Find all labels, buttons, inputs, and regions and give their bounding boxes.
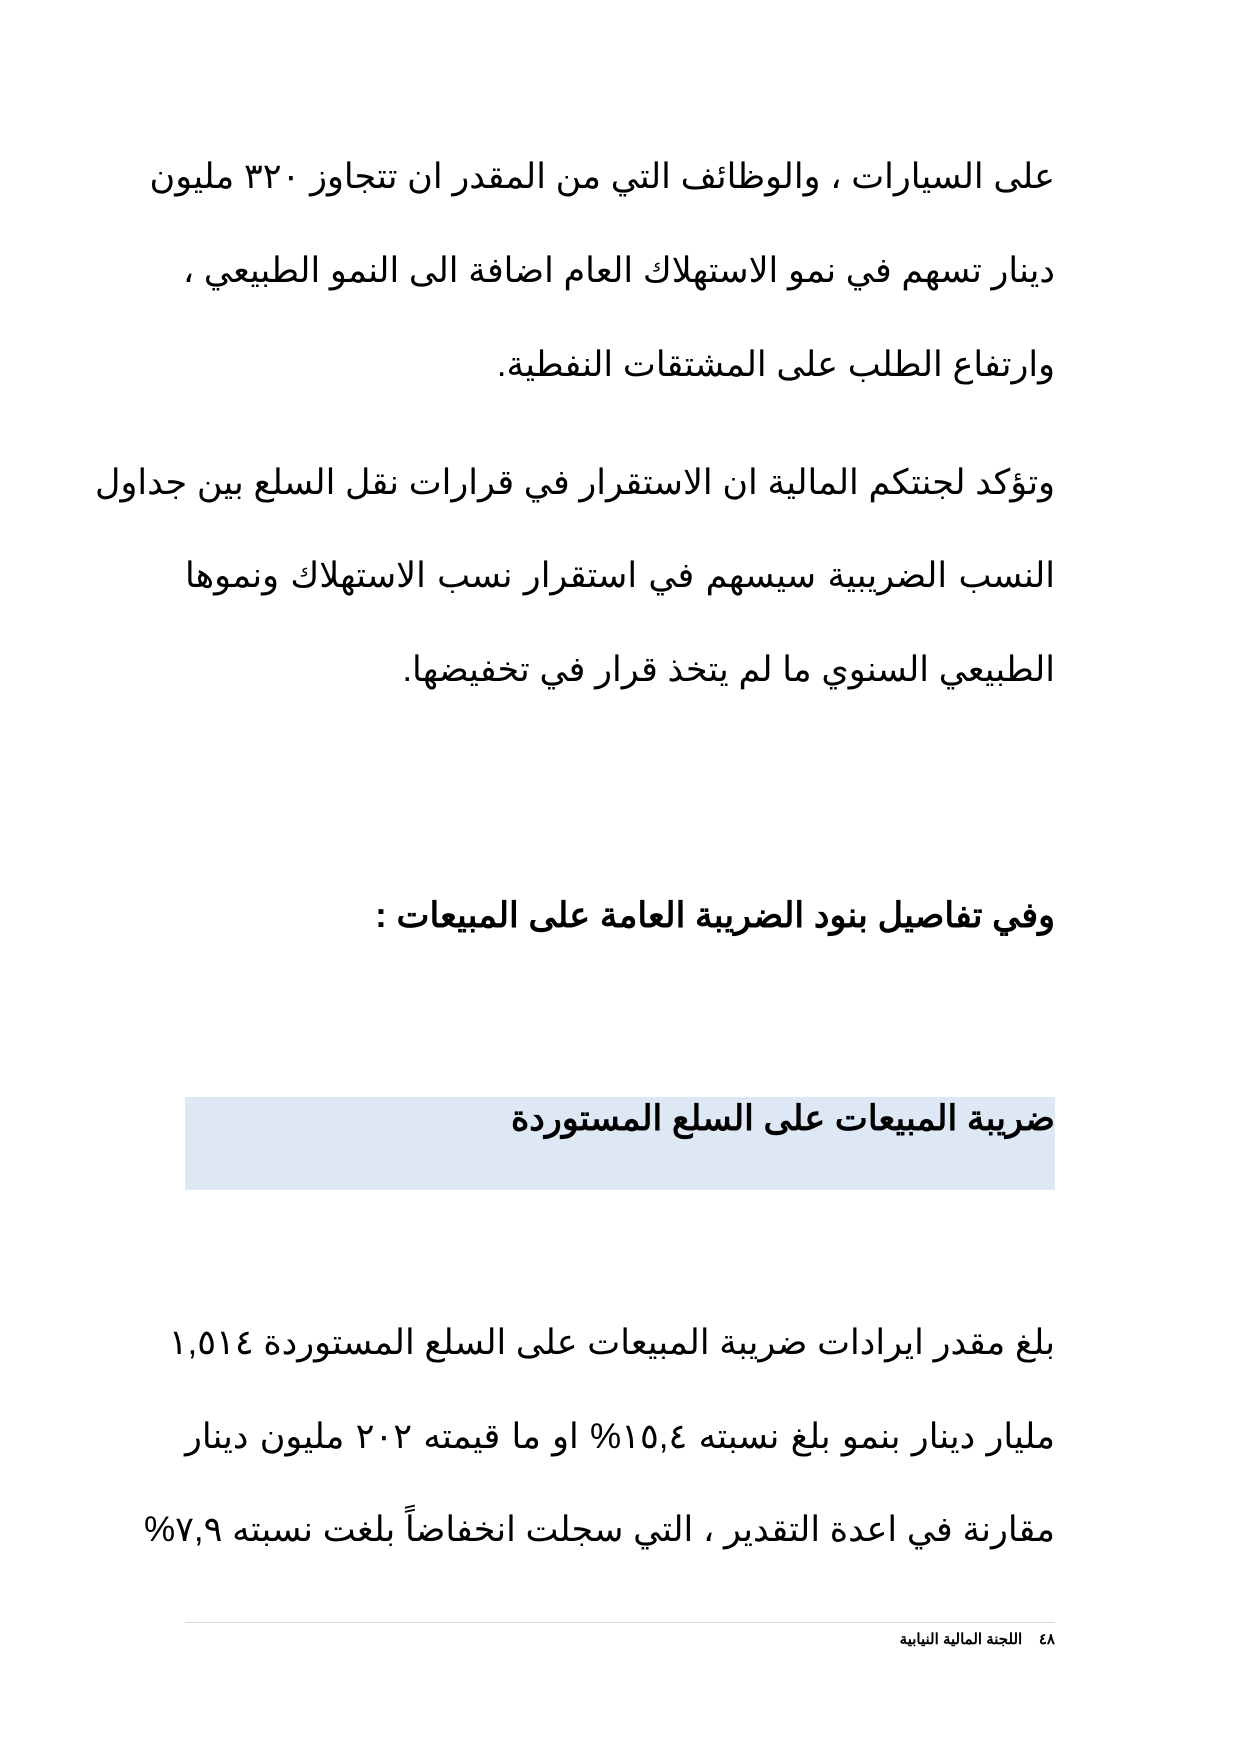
text-line: وارتفاع الطلب على المشتقات النفطية. [496, 345, 1055, 384]
text-line: دينار تسهم في نمو الاستهلاك العام اضافة الى النمو الطبيعي ، [182, 251, 1055, 290]
page-number: ٤٨ [1038, 1631, 1055, 1648]
text-line [168, 1318, 1055, 1368]
footer-divider [185, 1622, 1055, 1623]
footer-organization: اللجنة المالية النيابية [899, 1631, 1023, 1648]
section-heading: وفي تفاصيل بنود الضريبة العامة على المبيعات : [375, 896, 1055, 935]
text-line: مليار دينار بنمو بلغ نسبته ١٥,٤% او ما قيمته ٢٠٢ مليون دينار [185, 1417, 1055, 1456]
text-line: الطبيعي السنوي ما لم يتخذ قرار في تخفيضها. [402, 650, 1055, 689]
subsection-heading: ضريبة المبيعات على السلع المستوردة [510, 1099, 1055, 1138]
text-line: على السيارات ، والوظائف التي من المقدر ان تتجاوز ٣٢٠ مليون [149, 157, 1055, 196]
text-line: وتؤكد لجنتكم المالية ان الاستقرار في قرارات نقل السلع بين جداول [95, 463, 1055, 502]
text-line: النسب الضريبية سيسهم في استقرار نسب الاستهلاك ونموها [185, 556, 1055, 595]
text-line-content: بلغ مقدر ايرادات ضريبة المبيعات على السلع المستوردة ١,٥١٤ [168, 1323, 1055, 1362]
page-footer [185, 1630, 1055, 1648]
text-line: مقارنة في اعدة التقدير ، التي سجلت انخفاضاً بلغت نسبته ٧,٩% [143, 1510, 1055, 1549]
